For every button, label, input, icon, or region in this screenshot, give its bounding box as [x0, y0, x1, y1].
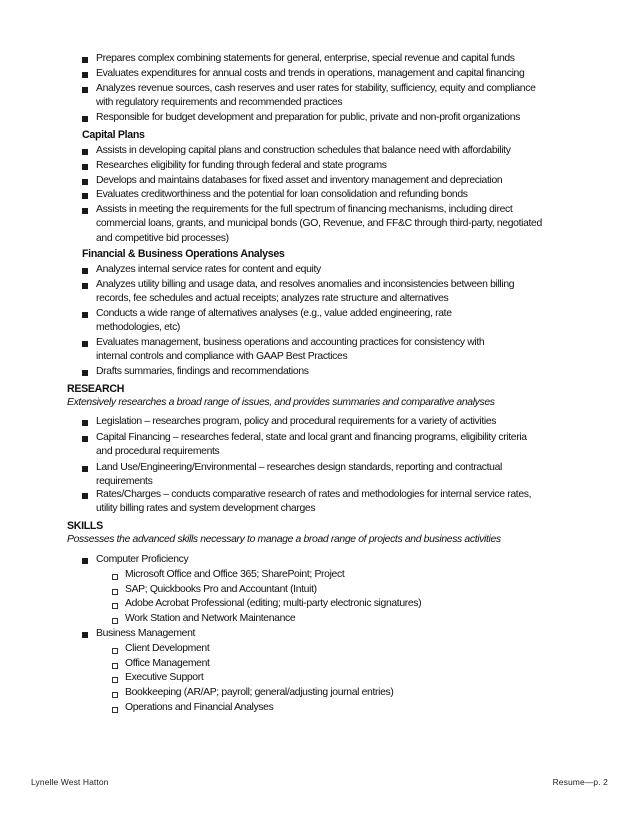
bullet-square-icon: [82, 193, 88, 199]
bullet-square-icon: [82, 341, 88, 347]
checkbox-bullet-icon: [112, 574, 118, 580]
list-item: Assists in developing capital plans and construction schedules that balance need with affordability: [96, 145, 511, 156]
bullet-square-icon: [82, 436, 88, 442]
checkbox-bullet-icon: [112, 707, 118, 713]
skill-item: Office Management: [125, 658, 210, 669]
bullet-square-icon: [82, 87, 88, 93]
list-item-continuation: commercial loans, grants, and municipal bonds (GO, Revenue, and FF&C through third-party, negotiated: [96, 218, 542, 229]
skill-item: Microsoft Office and Office 365; SharePoint; Project: [125, 569, 345, 580]
list-item: Drafts summaries, findings and recommendations: [96, 366, 309, 377]
bullet-square-icon: [82, 116, 88, 122]
skill-category-computer: Computer Proficiency: [96, 554, 189, 565]
footer-name: Lynelle West Hatton: [31, 777, 109, 787]
bullet-square-icon: [82, 558, 88, 564]
checkbox-bullet-icon: [112, 589, 118, 595]
skill-item: Operations and Financial Analyses: [125, 702, 274, 713]
bullet-square-icon: [82, 370, 88, 376]
checkbox-bullet-icon: [112, 603, 118, 609]
bullet-square-icon: [82, 632, 88, 638]
bullet-square-icon: [82, 149, 88, 155]
skill-item: Bookkeeping (AR/AP; payroll; general/adjusting journal entries): [125, 687, 394, 698]
skill-item: SAP; Quickbooks Pro and Accountant (Intuit): [125, 584, 317, 595]
bullet-square-icon: [82, 283, 88, 289]
bullet-square-icon: [82, 179, 88, 185]
list-item-continuation: methodologies, etc): [96, 322, 181, 333]
list-item: Analyzes utility billing and usage data, and resolves anomalies and inconsistencies between billing: [96, 279, 515, 290]
checkbox-bullet-icon: [112, 618, 118, 624]
section-subtitle-skills: Possesses the advanced skills necessary to manage a broad range of projects and business activities: [67, 534, 501, 545]
bullet-square-icon: [82, 466, 88, 472]
list-item: Evaluates management, business operations and accounting practices for consistency with: [96, 337, 485, 348]
list-item: Evaluates creditworthiness and the potential for loan consolidation and refunding bonds: [96, 189, 468, 200]
list-item-continuation: with regulatory requirements and recommended practices: [96, 97, 343, 108]
list-item: Responsible for budget development and preparation for public, private and non-profit organizations: [96, 112, 520, 123]
subsection-heading-financial: Financial & Business Operations Analyses: [82, 248, 285, 260]
section-subtitle-research: Extensively researches a broad range of issues, and provides summaries and comparative analyses: [67, 397, 495, 408]
bullet-square-icon: [82, 164, 88, 170]
bullet-square-icon: [82, 72, 88, 78]
list-item: Develops and maintains databases for fixed asset and inventory management and depreciation: [96, 175, 503, 186]
checkbox-bullet-icon: [112, 648, 118, 654]
list-item-continuation: utility billing rates and system development charges: [96, 503, 316, 514]
bullet-square-icon: [82, 493, 88, 499]
list-item-continuation: and procedural requirements: [96, 446, 220, 457]
list-item: Analyzes internal service rates for content and equity: [96, 264, 321, 275]
checkbox-bullet-icon: [112, 677, 118, 683]
skill-item: Client Development: [125, 643, 210, 654]
list-item: Land Use/Engineering/Environmental – researches design standards, reporting and contractual: [96, 462, 502, 473]
skill-category-business: Business Management: [96, 628, 196, 639]
bullet-square-icon: [82, 208, 88, 214]
list-item: Conducts a wide range of alternatives analyses (e.g., value added engineering, rate: [96, 308, 452, 319]
list-item-continuation: internal controls and compliance with GAAP Best Practices: [96, 351, 348, 362]
bullet-square-icon: [82, 312, 88, 318]
list-item: Capital Financing – researches federal, state and local grant and financing programs, eligibility criteria: [96, 432, 527, 443]
bullet-square-icon: [82, 268, 88, 274]
list-item: Prepares complex combining statements for general, enterprise, special revenue and capital funds: [96, 53, 515, 64]
skill-item: Work Station and Network Maintenance: [125, 613, 296, 624]
checkbox-bullet-icon: [112, 692, 118, 698]
list-item-continuation: and competitive bid processes): [96, 233, 229, 244]
list-item: Rates/Charges – conducts comparative research of rates and methodologies for internal service rates,: [96, 489, 532, 500]
checkbox-bullet-icon: [112, 663, 118, 669]
list-item: Researches eligibility for funding through federal and state programs: [96, 160, 387, 171]
skill-item: Adobe Acrobat Professional (editing; multi-party electronic signatures): [125, 598, 422, 609]
list-item: Legislation – researches program, policy and procedural requirements for a variety of activities: [96, 416, 497, 427]
bullet-square-icon: [82, 57, 88, 63]
list-item: Evaluates expenditures for annual costs and trends in operations, management and capital financing: [96, 68, 525, 79]
bullet-square-icon: [82, 420, 88, 426]
section-heading-research: RESEARCH: [67, 383, 125, 395]
list-item-continuation: requirements: [96, 476, 153, 487]
subsection-heading-capital-plans: Capital Plans: [82, 129, 145, 141]
section-heading-skills: SKILLS: [67, 520, 103, 532]
list-item: Assists in meeting the requirements for the full spectrum of financing mechanisms, including direct: [96, 204, 513, 215]
list-item-continuation: records, fee schedules and actual receipts; analyzes rate structure and alternatives: [96, 293, 449, 304]
skill-item: Executive Support: [125, 672, 204, 683]
footer-page-number: Resume—p. 2: [552, 777, 608, 787]
list-item: Analyzes revenue sources, cash reserves and user rates for stability, sufficiency, equity and compliance: [96, 83, 536, 94]
